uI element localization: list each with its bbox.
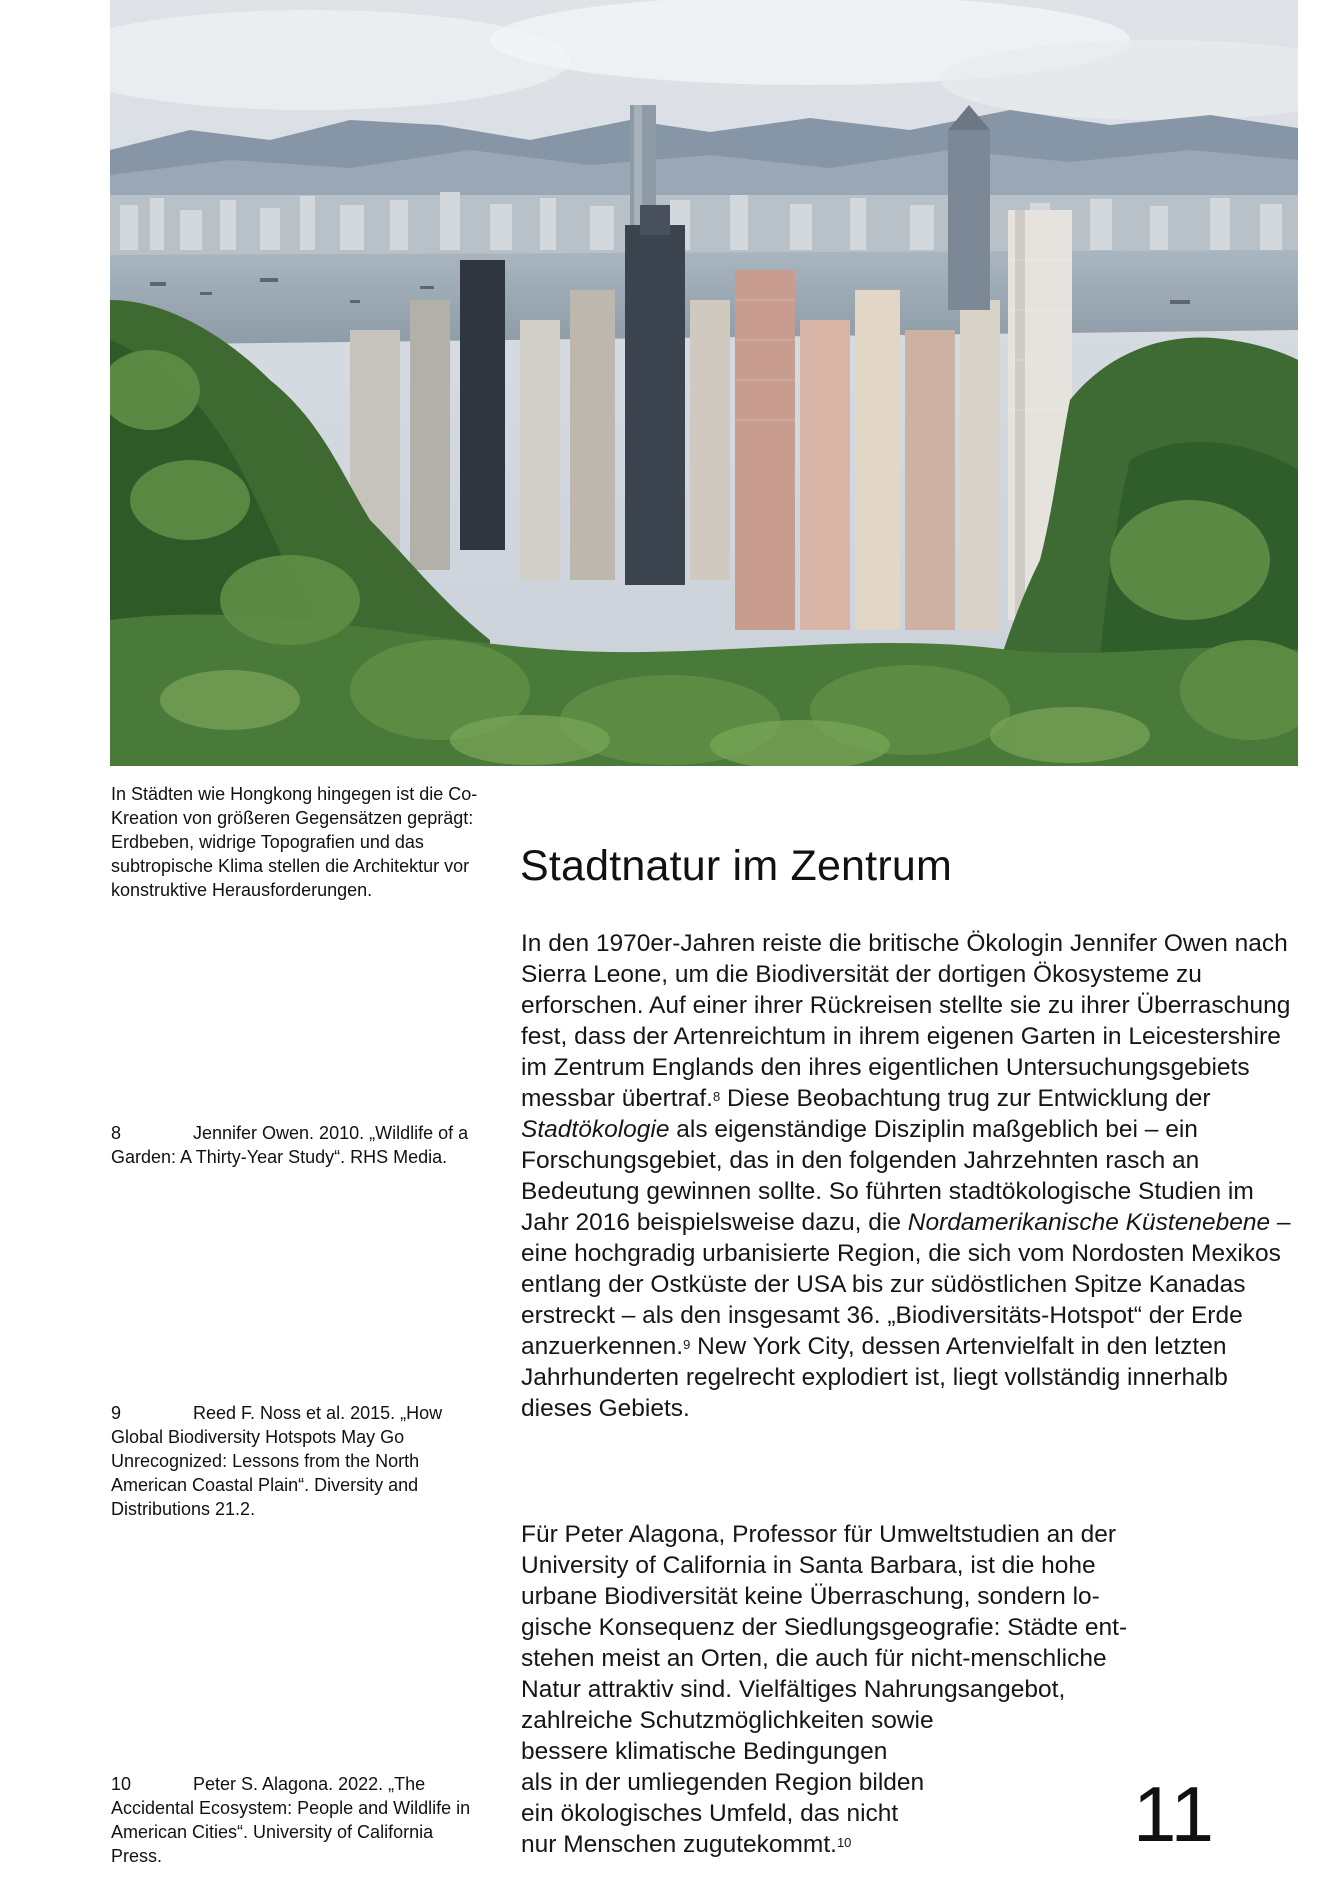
text-line: gische Konsequenz der Siedlungsgeografie: Städte ent-: [521, 1614, 1128, 1641]
text-line: bessere klimatische Bedingungen: [521, 1738, 888, 1765]
image-caption: In Städten wie Hongkong hingegen ist die Co-Kreation von größeren Gegensätzen geprägt: Erdbeben, widrige Topografien und das subtropische Klima stellen die Architektur vor konstruktive Herausforderungen.: [111, 784, 478, 900]
page-number: 11: [1133, 1770, 1214, 1858]
text-line: ein ökologisches Umfeld, das nicht: [521, 1800, 899, 1827]
text-run: New York City, dessen Artenvielfalt in den letzten Jahrhunderten regelrecht explodiert ist, liegt vollständig innerhalb dieses Gebiets.: [521, 1333, 1228, 1422]
text-run: Diese Beobachtung trug zur Entwicklung der: [720, 1085, 1211, 1112]
footnote-number: 9: [111, 1403, 122, 1423]
text-line: University of California in Santa Barbara, ist die hohe: [521, 1552, 1096, 1579]
emphasis-term: Nordamerikanische Küstenebene: [907, 1209, 1271, 1236]
body-paragraph-1: [521, 928, 1301, 1424]
emphasis-term: Stadtökologie: [521, 1116, 670, 1143]
footnote-ref-10[interactable]: 10: [836, 1835, 852, 1850]
footnote-number: 10: [111, 1774, 132, 1794]
text-run: In den 1970er-Jahren reiste die britische Ökologin Jennifer Owen nach Sierra Leone, um die Biodiversität der dortigen Ökosysteme zu erforschen. Auf einer ihrer Rückreisen stellte sie zu ihrer Überraschung fest, dass der Artenreichtum in ihrem eigenen Garten in Leicestershire im Zentrum Englands den ihres eigentlichen Untersuchungsgebiets messbar übertraf.: [521, 930, 1291, 1112]
text-run: – eine hochgradig urbanisierte Region, die sich vom Nordosten Mexikos entlang der Ostküste der USA bis zur südöstlichen Spitze Kanadas erstreckt – als den insgesamt 36. „Biodiversitäts-Hotspot“ der Erde anzuerkennen.: [521, 1209, 1291, 1360]
footnote-text: Reed F. Noss et al. 2015. „How Global Biodiversity Hotspots May Go Unrecognized: Lessons from the North American Coastal Plain“. Diversity and Distributions 21.2.: [111, 1403, 443, 1519]
text-line: nur Menschen zugutekommt.: [521, 1831, 837, 1858]
hong-kong-skyline-illustration: [110, 0, 1298, 766]
text-line: Für Peter Alagona, Professor für Umweltstudien an der: [521, 1521, 1117, 1548]
text-line: Natur attraktiv sind. Vielfältiges Nahrungsangebot,: [521, 1676, 1066, 1703]
text-run: als eigenständige Disziplin maßgeblich bei – ein Forschungsgebiet, das in den folgenden Jahrzehnten rasch an Bedeutung gewinnen sollte. So führten stadtökologische Studien im Jahr 2016 beispielsweise dazu, die: [521, 1116, 1254, 1236]
footnote-ref-9[interactable]: 9: [683, 1337, 691, 1352]
footnote-text: Jennifer Owen. 2010. „Wildlife of a Garden: A Thirty-Year Study“. RHS Media.: [111, 1123, 469, 1167]
footnote-text: Peter S. Alagona. 2022. „The Accidental Ecosystem: People and Wildlife in American Cities“. University of California Press.: [111, 1774, 471, 1866]
footnote-number: 8: [111, 1123, 122, 1143]
text-line: stehen meist an Orten, die auch für nicht-menschliche: [521, 1645, 1107, 1672]
text-line: urbane Biodiversität keine Überraschung, sondern lo-: [521, 1583, 1100, 1610]
footnote-9: [111, 1401, 481, 1521]
text-line: zahlreiche Schutzmöglichkeiten sowie: [521, 1707, 934, 1734]
footnote-8: [111, 1121, 481, 1169]
section-heading: Stadtnatur im Zentrum: [520, 842, 952, 890]
footnote-10: [111, 1772, 481, 1868]
footnote-ref-8[interactable]: 8: [713, 1089, 721, 1104]
text-line: als in der umliegenden Region bilden: [521, 1769, 925, 1796]
hero-photo: [110, 0, 1298, 766]
